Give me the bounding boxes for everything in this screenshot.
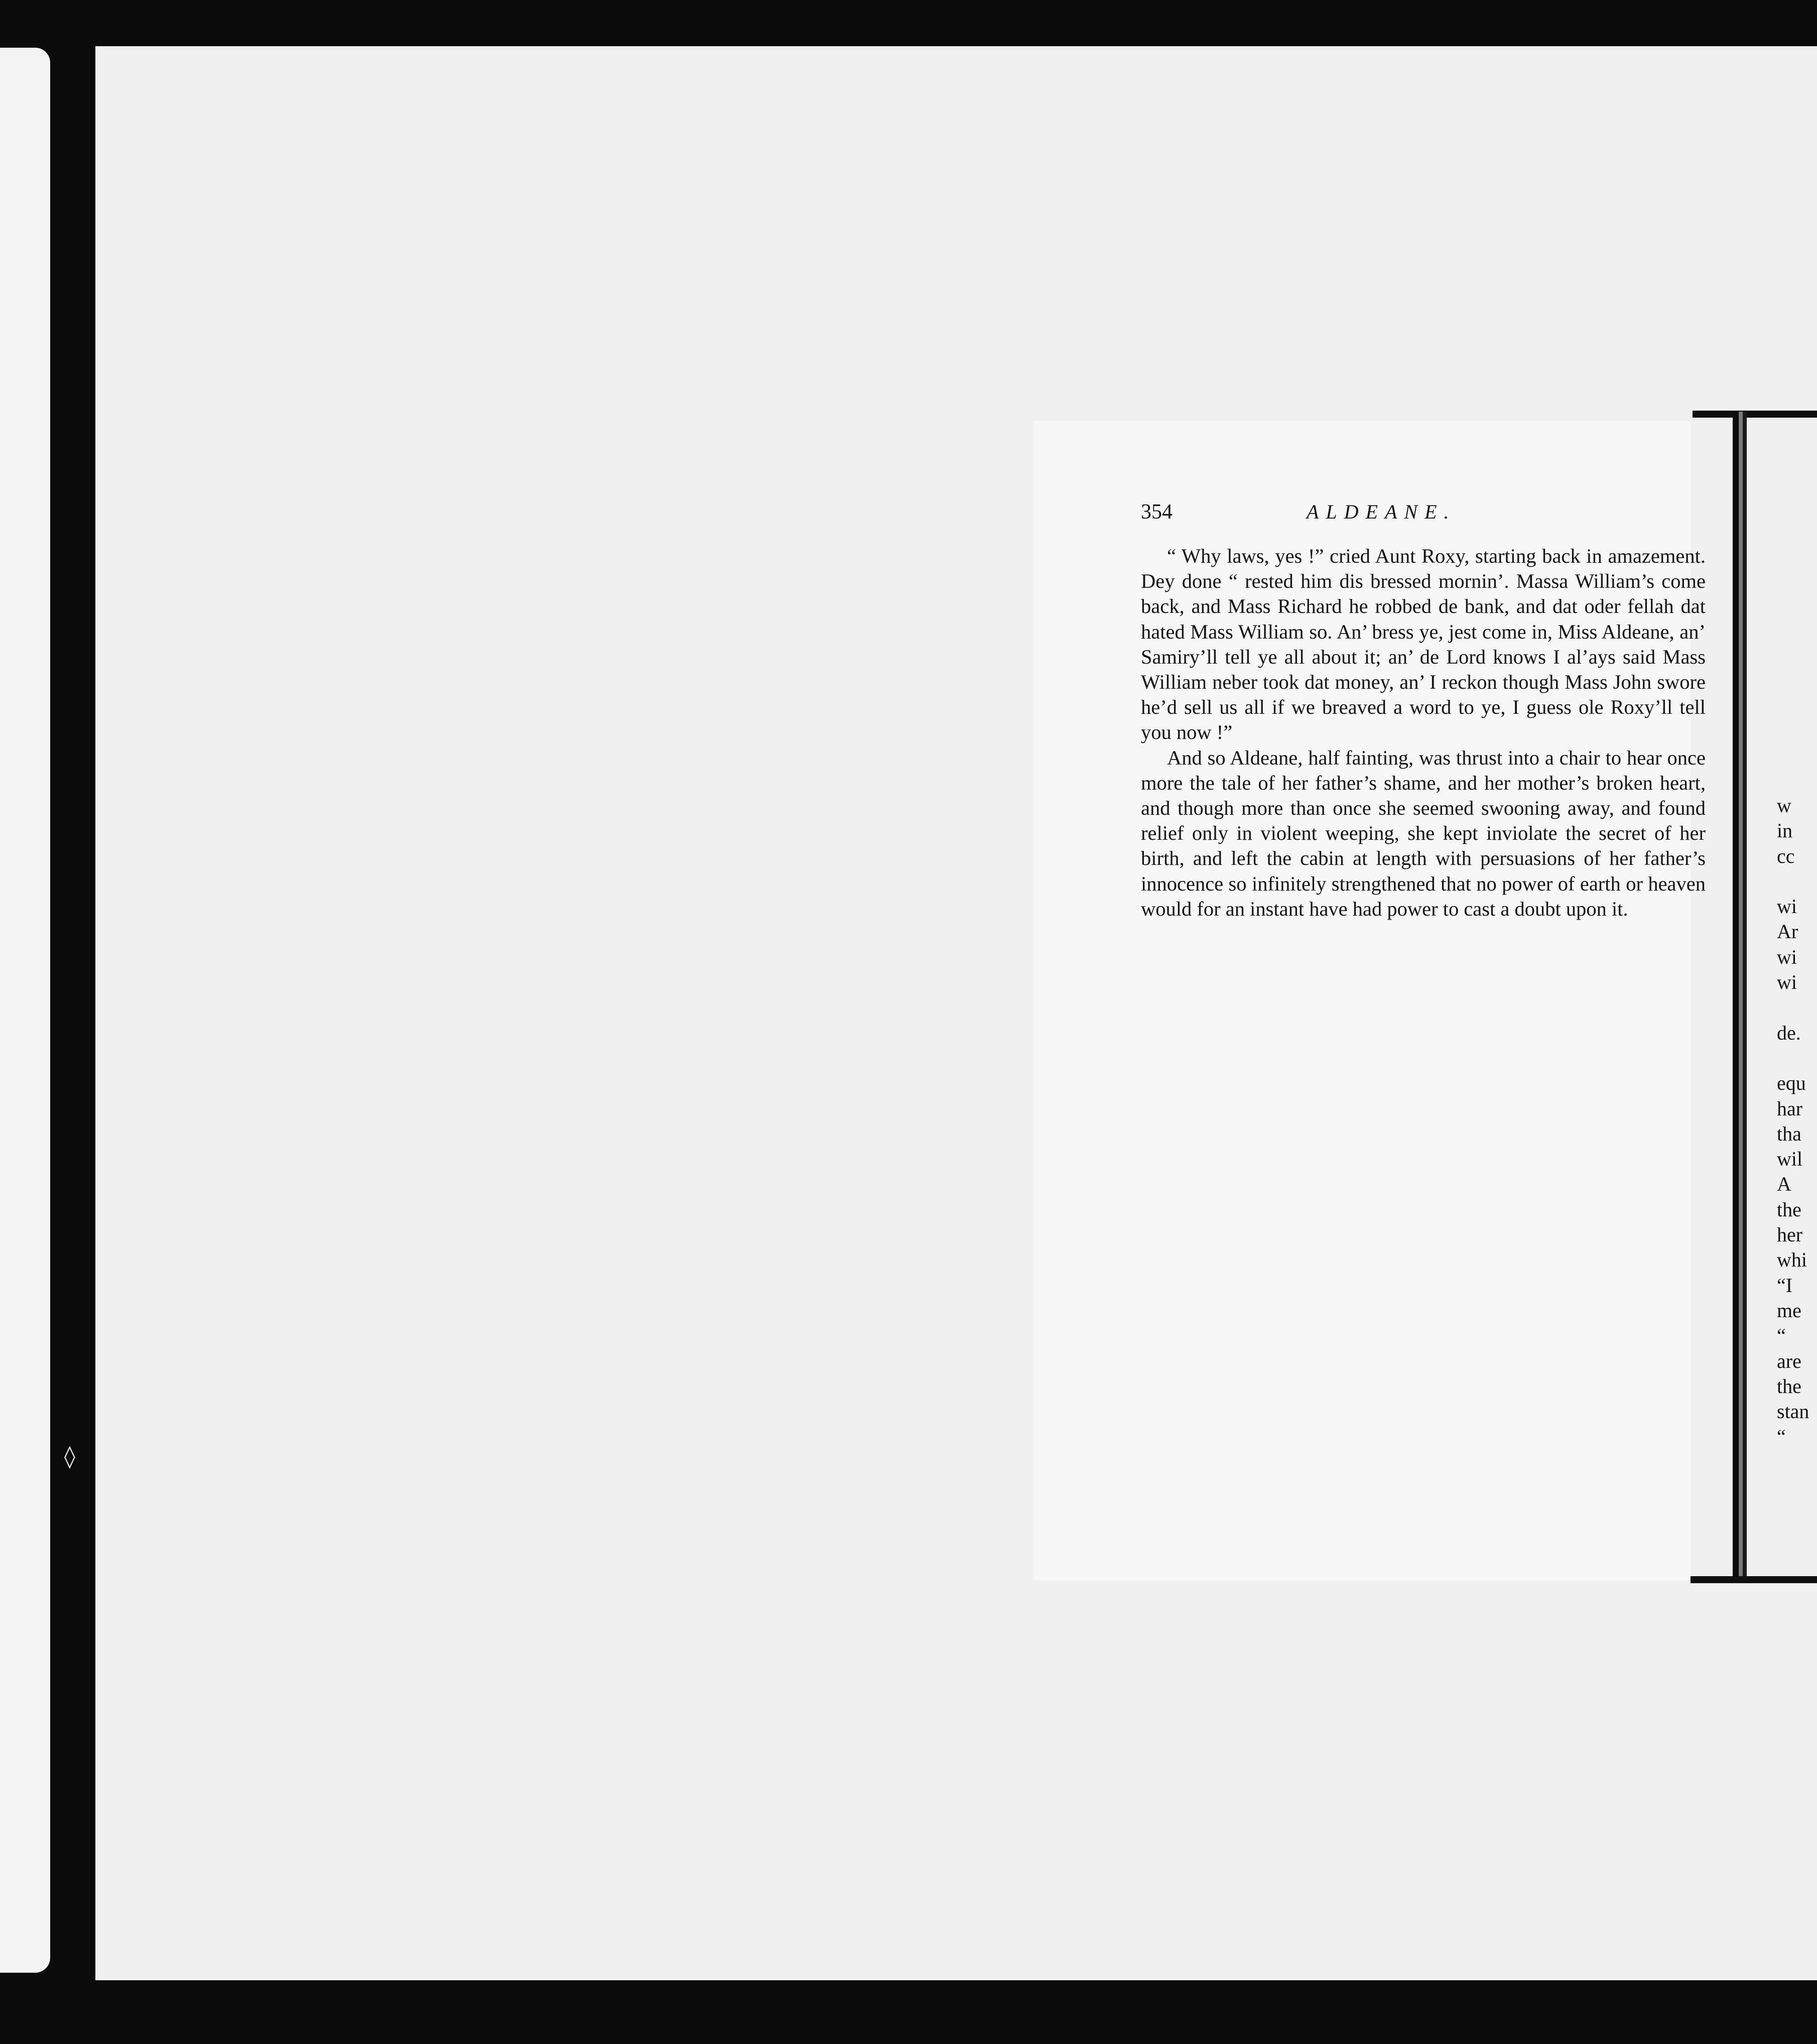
film-mark: ◊ bbox=[64, 1444, 75, 1469]
next-page-line: the bbox=[1777, 1374, 1801, 1397]
next-page-line: equ bbox=[1777, 1072, 1806, 1095]
next-page-line: A bbox=[1777, 1173, 1791, 1196]
next-page-line: cc bbox=[1777, 844, 1795, 867]
next-page-line: wi bbox=[1777, 945, 1797, 968]
paragraph: “ Why laws, yes !” cried Aunt Roxy, starting back in amazement. Dey done “ rested him dis bressed mornin’. Massa William’s come back, and Mass Richard he robbed de bank, and dat oder fellah dat hated Mass William so. An’ bress ye, jest come in, Miss Aldeane, an’ Samiry’ll tell ye all about it; an’ de Lord knows I al’ays said Mass William neber took dat money, an’ I reckon though Mass John swore he’d sell us all if we breaved a word to ye, I guess ole Roxy’ll tell you now !” bbox=[1141, 545, 1706, 744]
next-page-line: are bbox=[1777, 1349, 1801, 1372]
next-page-line: the bbox=[1777, 1198, 1801, 1221]
next-page-line bbox=[1777, 995, 1817, 1020]
next-page-line: w bbox=[1777, 794, 1791, 817]
next-page-line: “ bbox=[1777, 1324, 1786, 1347]
paragraph: And so Aldeane, half fainting, was thrust into a chair to hear once more the tale of her father’s shame, and her mother’s broken heart, and though more than once she seemed swooning away, and found relief only in violent weeping, she kept inviolate the secret of her birth, and left the cabin at length with persuasions of her father’s innocence so infinitely strengthened that no power of earth or heaven would for an instant have had power to cast a doubt upon it. bbox=[1141, 746, 1706, 920]
next-page-line: “I bbox=[1777, 1273, 1793, 1297]
next-page-line: “ bbox=[1777, 1425, 1786, 1441]
body-text bbox=[1141, 544, 1706, 922]
next-page-line bbox=[1777, 869, 1817, 894]
next-page-line: de. bbox=[1777, 1021, 1801, 1044]
next-page-line: wi bbox=[1777, 971, 1797, 994]
next-page-line: whi bbox=[1777, 1248, 1807, 1271]
film-frame-bottom bbox=[0, 1980, 1817, 2044]
next-page-line: tha bbox=[1777, 1122, 1801, 1145]
next-page-line: stan bbox=[1777, 1400, 1809, 1423]
page-divider-cap-bottom bbox=[1691, 1576, 1817, 1583]
next-page-line: in bbox=[1777, 819, 1793, 842]
next-page-line: wi bbox=[1777, 895, 1797, 918]
page-number: 354 bbox=[1141, 500, 1173, 524]
page-divider bbox=[1733, 412, 1747, 1581]
film-edge-strip bbox=[0, 48, 50, 1973]
next-page-line: her bbox=[1777, 1223, 1803, 1246]
next-page-line bbox=[1777, 1046, 1817, 1071]
running-head bbox=[1141, 500, 1706, 530]
next-page-line: Ar bbox=[1777, 920, 1798, 943]
next-page-line: har bbox=[1777, 1097, 1803, 1120]
film-frame-top bbox=[0, 0, 1817, 46]
next-page-line: me bbox=[1777, 1299, 1801, 1322]
next-page-fragment bbox=[1777, 793, 1817, 1441]
book-page bbox=[1033, 421, 1706, 1580]
page-divider-cap-top bbox=[1693, 411, 1817, 418]
page-title: ALDEANE. bbox=[1307, 500, 1456, 523]
next-page-line: wil bbox=[1777, 1147, 1803, 1171]
